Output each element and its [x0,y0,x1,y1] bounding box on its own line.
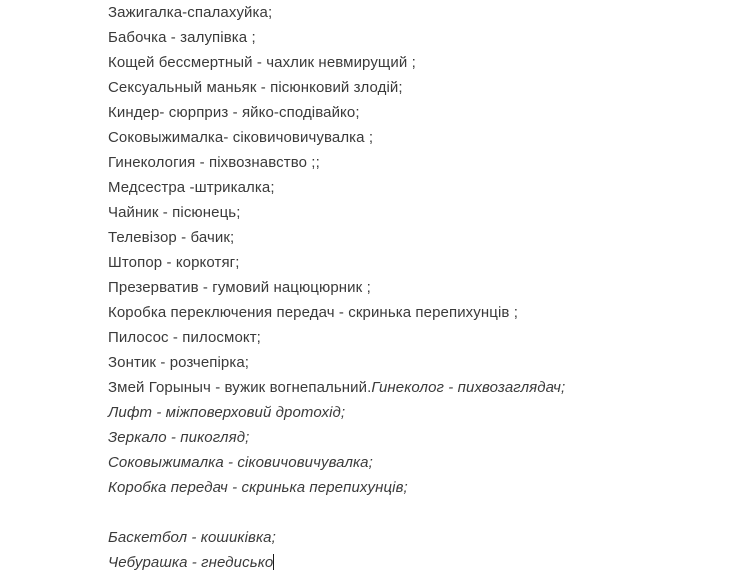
text-line: Зеркало - пикогляд; [108,429,250,446]
text-line: Бабочка - залупівка ; [108,29,256,46]
text-line: Лифт - міжповерховий дротохід; [108,404,346,421]
text-line: Презерватив - гумовий нацюцюрник ; [108,279,371,296]
text-line: Медсестра -штрикалка; [108,179,275,196]
text-line: Пилосос - пилосмокт; [108,329,261,346]
text-line: Коробка переключения передач - скринька перепихунців ; [108,304,518,321]
text-line: Зонтик - розчепірка; [108,354,250,371]
text-line: Коробка передач - скринька перепихунців; [108,479,408,496]
text-line: Чебурашка - гнедисько [108,554,274,571]
text-segment: Змей Горыныч - вужик вогнепальний. [108,379,372,396]
text-line: Кощей бессмертный - чахлик невмирущий ; [108,54,416,71]
text-segment: Гинеколог - пихвозаглядач; [371,379,566,396]
text-cursor-caret [273,554,274,570]
text-line: Соковыжималка- сіковичовичувалка ; [108,129,374,146]
text-line: Гинекология - піхвознавство ;; [108,154,320,171]
blank-line [108,500,748,525]
text-line: Сексуальный маньяк - пісюнковий злодій; [108,79,403,96]
text-line: Телевізор - бачик; [108,229,235,246]
text-line: Баскетбол - кошиківка; [108,529,276,546]
document-text-area[interactable] [108,0,748,575]
text-line [108,375,748,400]
text-line: Киндер- сюрприз - яйко-сподівайко; [108,104,360,121]
text-line: Соковыжималка - сіковичовичувалка; [108,454,373,471]
text-line: Штопор - коркотяг; [108,254,240,271]
text-line: Зажигалка-спалахуйка; [108,4,273,21]
text-line: Чайник - пісюнець; [108,204,241,221]
